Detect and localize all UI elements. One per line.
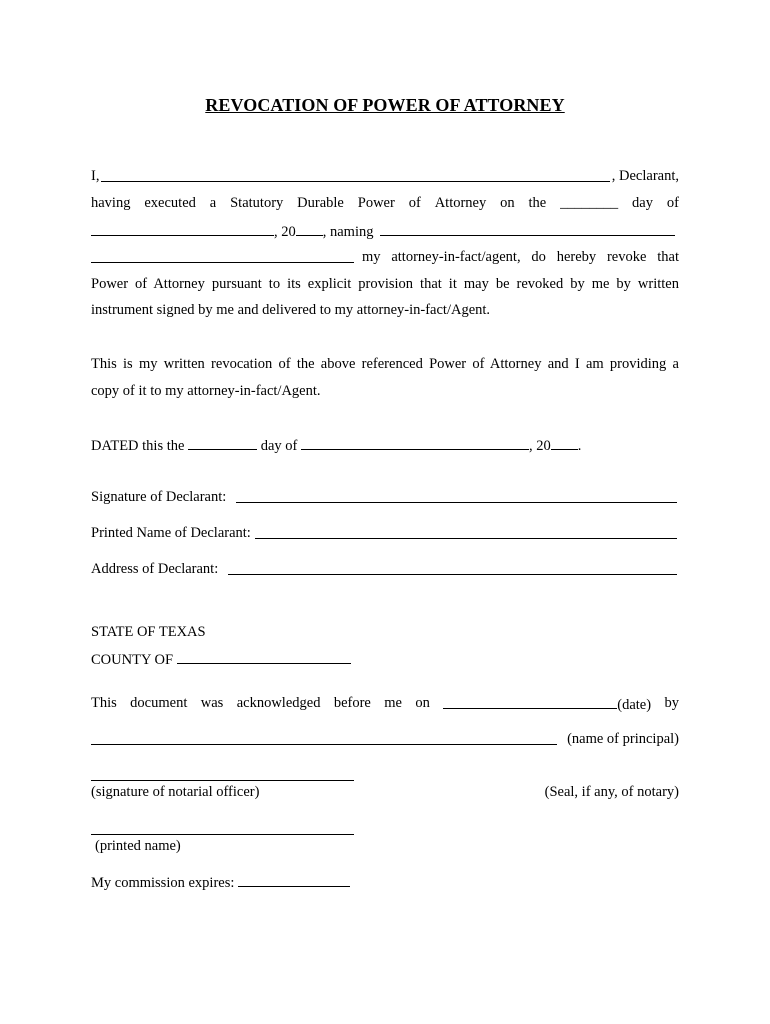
executed-line: [91, 195, 679, 212]
declarant-name-blank[interactable]: [101, 168, 609, 182]
acknowledgement-date-blank[interactable]: [443, 695, 617, 709]
date-label: (date): [617, 697, 652, 713]
county-blank[interactable]: [177, 650, 351, 664]
executed-word: of: [408, 195, 421, 211]
revoke-text: my attorney-in-fact/agent, do hereby revoke that: [362, 249, 679, 265]
dated-year-blank[interactable]: [551, 436, 578, 450]
execution-month-blank[interactable]: [91, 222, 274, 236]
dated-day-blank[interactable]: [188, 436, 257, 450]
executed-word: Power: [357, 195, 395, 211]
paragraph-1-line-5: Power of Attorney pursuant to its explicit provision that it may be revoked by me by written: [91, 276, 679, 292]
address-label: Address of Declarant:: [91, 561, 219, 577]
address-blank[interactable]: [228, 561, 677, 575]
seal-label: (Seal, if any, of notary): [544, 784, 679, 800]
agent-line: [91, 249, 679, 266]
acknowledgement-word: acknowledged: [236, 695, 321, 711]
acknowledgement-word: document: [130, 695, 188, 711]
state-line: STATE OF TEXAS: [91, 624, 206, 640]
commission-label: My commission expires:: [91, 875, 235, 891]
dated-month-blank[interactable]: [301, 436, 529, 450]
executed-word: Durable: [297, 195, 344, 211]
executed-word: executed: [144, 195, 196, 211]
dated-day-of: day of: [260, 438, 298, 454]
dated-period: .: [577, 438, 582, 454]
printed-name-label: Printed Name of Declarant:: [91, 525, 251, 541]
signature-of-declarant-line: [91, 489, 679, 506]
county-label: COUNTY OF: [91, 652, 174, 668]
county-line: [91, 650, 679, 669]
signature-label: Signature of Declarant:: [91, 489, 227, 505]
address-of-declarant-line: [91, 561, 679, 578]
acknowledgement-word: was: [200, 695, 224, 711]
notary-signature-label: (signature of notarial officer): [91, 784, 260, 800]
principal-line: [91, 731, 679, 748]
executed-word: on: [500, 195, 515, 211]
naming-label: , naming: [322, 224, 374, 240]
agent-name-blank-2[interactable]: [91, 249, 354, 263]
declarant-suffix: , Declarant,: [611, 168, 679, 184]
executed-word: the: [528, 195, 547, 211]
date-naming-line: [91, 222, 679, 241]
dated-year-prefix: , 20: [528, 438, 551, 454]
signature-blank[interactable]: [236, 489, 677, 503]
paragraph-2-line-2: copy of it to my attorney-in-fact/Agent.: [91, 383, 321, 399]
notary-labels-line: [91, 784, 679, 801]
acknowledgement-word: before: [333, 695, 371, 711]
acknowledgement-word: This: [91, 695, 117, 711]
name-of-principal-label: (name of principal): [567, 731, 679, 747]
printed-name-of-declarant-line: [91, 525, 679, 542]
executed-word: Statutory: [230, 195, 284, 211]
acknowledgement-word: me: [384, 695, 402, 711]
dated-label: DATED this the: [91, 438, 185, 454]
executed-word: having: [91, 195, 131, 211]
printed-name-blank[interactable]: [255, 525, 677, 539]
paragraph-2-line-1: This is my written revocation of the above referenced Power of Attorney and I am providing a: [91, 356, 679, 372]
agent-name-blank-1[interactable]: [380, 222, 675, 236]
declarant-line: [91, 168, 679, 185]
principal-name-blank[interactable]: [91, 731, 557, 745]
commission-blank[interactable]: [238, 873, 350, 887]
executed-word: day: [632, 195, 653, 211]
year-prefix: , 20: [274, 224, 296, 240]
printed-name-line[interactable]: [91, 834, 354, 835]
executed-word: a: [209, 195, 217, 211]
acknowledgement-word: on: [415, 695, 430, 711]
execution-year-blank[interactable]: [296, 222, 323, 236]
by-label: by: [664, 695, 679, 711]
acknowledgement-line: [91, 695, 679, 714]
paragraph-1-line-6: instrument signed by me and delivered to my attorney-in-fact/Agent.: [91, 302, 491, 318]
executed-word: Attorney: [434, 195, 487, 211]
printed-name-caption: (printed name): [95, 838, 181, 854]
document-title: REVOCATION OF POWER OF ATTORNEY: [205, 95, 565, 115]
executed-word: of: [666, 195, 679, 211]
notary-signature-line[interactable]: [91, 780, 354, 781]
declarant-prefix: I,: [91, 168, 100, 184]
dated-line: [91, 436, 679, 455]
acknowledgement-date-group: [443, 695, 651, 714]
executed-word: ________: [560, 195, 619, 211]
commission-line: [91, 873, 679, 892]
